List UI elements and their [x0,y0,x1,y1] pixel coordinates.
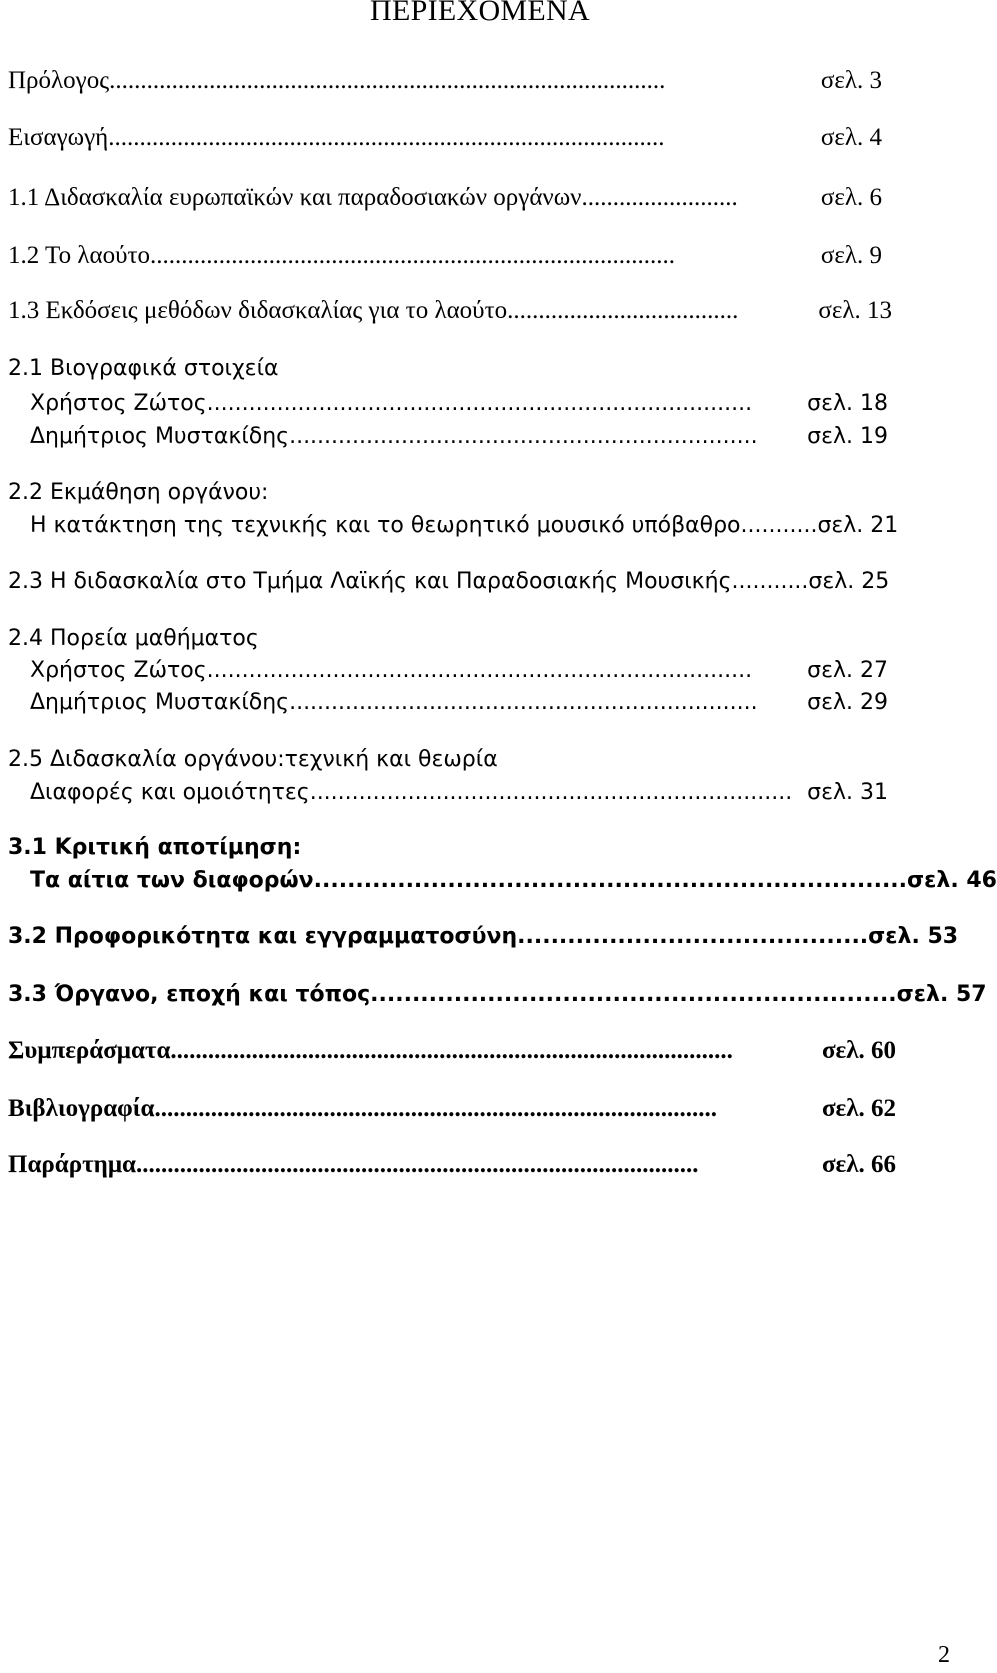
toc-entry-label: 1.1 Διδασκαλία ευρωπαϊκών και παραδοσιακών οργάνων......................... [8,184,738,211]
toc-entry-mystakidis-bio[interactable] [30,422,888,452]
toc-entry-label: Δημήτριος Μυστακίδης................................................................... [30,424,758,449]
toc-entry-3-3[interactable] [8,980,987,1010]
toc-entry-page: σελ. 3 [820,67,882,94]
toc-entry-bibliography[interactable] [8,1094,896,1124]
toc-entry-label: Παράρτημα.......................................................................................... [8,1151,699,1178]
toc-entry-label: 3.3 Όργανο, εποχή και τόπος............................................................... [8,982,897,1007]
toc-entry-page: σελ. 6 [820,184,882,211]
page-title: ΠΕΡΙΕΧΟΜΕΝΑ [370,0,590,27]
toc-entry-label: Τα αίτια των διαφορών....................................................................... [30,868,908,893]
toc-entry-label: Συμπεράσματα.......................................................................................... [8,1037,733,1064]
toc-entry-appendix[interactable] [8,1150,896,1180]
toc-entry-zotos-bio[interactable] [30,389,888,419]
toc-entry-label: Χρήστος Ζώτος.............................................................................. [30,391,753,416]
toc-entry-label: Διαφορές και ομοιότητες..................................................................... [30,780,793,805]
toc-entry-page: σελ. 27 [807,658,888,683]
toc-entry-prologue[interactable] [8,66,882,96]
toc-section-heading-2-1: 2.1 Βιογραφικά στοιχεία [8,356,279,381]
toc-entry-page: σελ. 31 [807,780,888,805]
toc-section-heading-2-5: 2.5 Διδασκαλία οργάνου:τεχνική και θεωρία [8,747,498,772]
toc-entry-3-2[interactable] [8,922,959,952]
toc-entry-label: Πρόλογος......................................................................................... [8,67,666,94]
toc-entry-page: σελ. 18 [807,391,888,416]
toc-entry-page: σελ. 9 [820,242,882,269]
page-number: 2 [938,1642,950,1668]
toc-section-heading-2-2: 2.2 Εκμάθηση οργάνου: [8,480,269,505]
toc-entry-page: σελ. 62 [821,1095,896,1122]
toc-entry-page: σελ. 29 [807,690,888,715]
toc-entry-2-3[interactable] [8,567,890,597]
toc-entry-label: 1.3 Εκδόσεις μεθόδων διδασκαλίας για το λαούτο..................................... [8,297,739,324]
toc-entry-page: σελ. 46 [907,868,997,893]
toc-entry-technique-theory[interactable] [30,511,899,541]
toc-section-heading-2-4: 2.4 Πορεία μαθήματος [8,626,259,651]
toc-entry-zotos-course[interactable] [30,656,888,686]
toc-entry-page: σελ. 57 [896,982,987,1007]
toc-entry-mystakidis-course[interactable] [30,688,888,718]
toc-entry-page: σελ. 4 [820,124,882,151]
toc-entry-page: σελ. 25 [808,569,890,594]
toc-entry-label: 2.3 Η διδασκαλία στο Τμήμα Λαϊκής και Παραδοσιακής Μουσικής........... [8,569,809,594]
toc-entry-page: σελ. 19 [807,424,888,449]
toc-entry-label: Χρήστος Ζώτος.............................................................................. [30,658,753,683]
toc-entry-label: Βιβλιογραφία.......................................................................................... [8,1095,717,1122]
toc-entry-label: 3.2 Προφορικότητα και εγγραμματοσύνη.......................................... [8,924,869,949]
toc-entry-introduction[interactable] [8,123,882,153]
toc-entry-page: σελ. 53 [868,924,959,949]
toc-entry-differences[interactable] [30,778,888,808]
toc-entry-label: Δημήτριος Μυστακίδης................................................................... [30,690,758,715]
toc-entry-page: σελ. 13 [818,297,892,324]
toc-entry-label: Εισαγωγή......................................................................................... [8,124,665,151]
toc-entry-page: σελ. 60 [821,1037,896,1064]
toc-entry-page: σελ. 66 [821,1151,896,1178]
toc-entry-label: Η κατάκτηση της τεχνικής και το θεωρητικό μουσικό υπόβαθρο........... [30,513,818,538]
toc-entry-page: σελ. 21 [817,513,899,538]
toc-entry-1-1[interactable] [8,183,882,213]
toc-entry-1-3[interactable] [8,296,892,326]
toc-entry-causes[interactable] [30,866,997,896]
toc-entry-conclusions[interactable] [8,1036,896,1066]
toc-section-heading-3-1: 3.1 Κριτική αποτίμηση: [8,835,302,860]
toc-entry-label: 1.2 Το λαούτο.................................................................................... [8,242,675,269]
toc-entry-1-2[interactable] [8,241,882,271]
